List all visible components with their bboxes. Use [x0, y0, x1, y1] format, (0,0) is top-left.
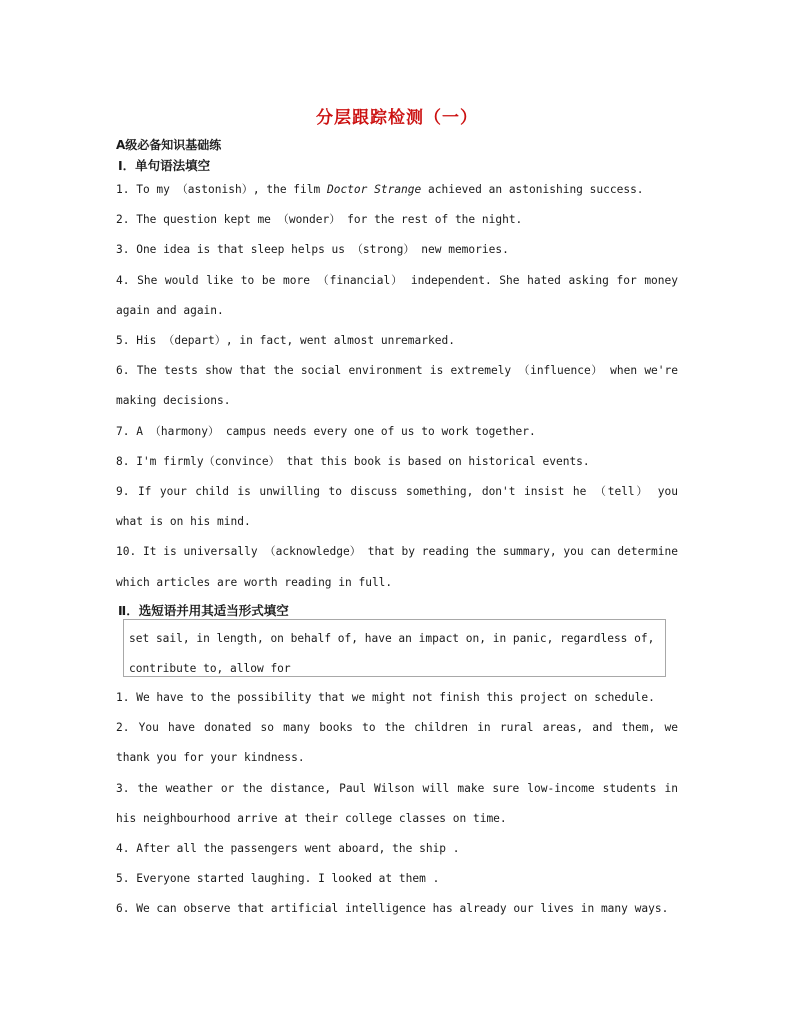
grammar-exercise-list: [116, 175, 678, 598]
exercise-item: 5. His （depart）, in fact, went almost unremarked.: [116, 334, 455, 348]
section-heading-grammar: Ⅰ．单句语法填空: [118, 158, 211, 173]
exercise-item: 9. If your child is unwilling to discuss something, don't insist he （tell） you what is on his mind.: [116, 485, 678, 529]
exercise-item: 4. After all the passengers went aboard, the ship .: [116, 842, 460, 856]
exercise-item: 6. We can observe that artificial intelligence has already our lives in many ways.: [116, 902, 669, 916]
exercise-item: 10. It is universally （acknowledge） that by reading the summary, you can determine which articles are worth reading in full.: [116, 545, 678, 589]
exercise-item: 8. I'm firmly（convince） that this book is based on historical events.: [116, 454, 590, 468]
exercise-item: 5. Everyone started laughing. I looked at them .: [116, 872, 440, 886]
exercise-text: achieved an astonishing success.: [421, 183, 644, 196]
exercise-item: 4. She would like to be more （financial） independent. She hated asking for money again and again.: [116, 273, 678, 317]
exercise-item: 2. You have donated so many books to the children in rural areas, and them, we thank you for your kindness.: [116, 721, 678, 765]
exercise-item: [116, 175, 678, 205]
exercise-item: 7. A （harmony） campus needs every one of us to work together.: [116, 424, 536, 438]
film-title: Doctor Strange: [326, 183, 422, 196]
exercise-item: 3. the weather or the distance, Paul Wilson will make sure low-income students in his neighbourhood arrive at their college classes on time.: [116, 781, 678, 825]
phrase-box: set sail, in length, on behalf of, have an impact on, in panic, regardless of, contribute to, allow for: [123, 619, 666, 677]
exercise-item: 3. One idea is that sleep helps us （strong） new memories.: [116, 243, 509, 257]
exercise-item: 1. We have to the possibility that we might not finish this project on schedule.: [116, 691, 655, 704]
exercise-text: 1. To my （astonish）, the film: [116, 183, 327, 196]
exercise-item: 2. The question kept me （wonder） for the rest of the night.: [116, 213, 523, 227]
section-heading-phrases: Ⅱ．选短语并用其适当形式填空: [118, 603, 289, 618]
page-title: 分层跟踪检测（一）: [316, 108, 478, 128]
exercise-item: 6. The tests show that the social environment is extremely （influence） when we're making decisions.: [116, 364, 678, 408]
level-label: A级必备知识基础练: [116, 138, 222, 152]
phrase-exercise-list: [116, 683, 678, 925]
